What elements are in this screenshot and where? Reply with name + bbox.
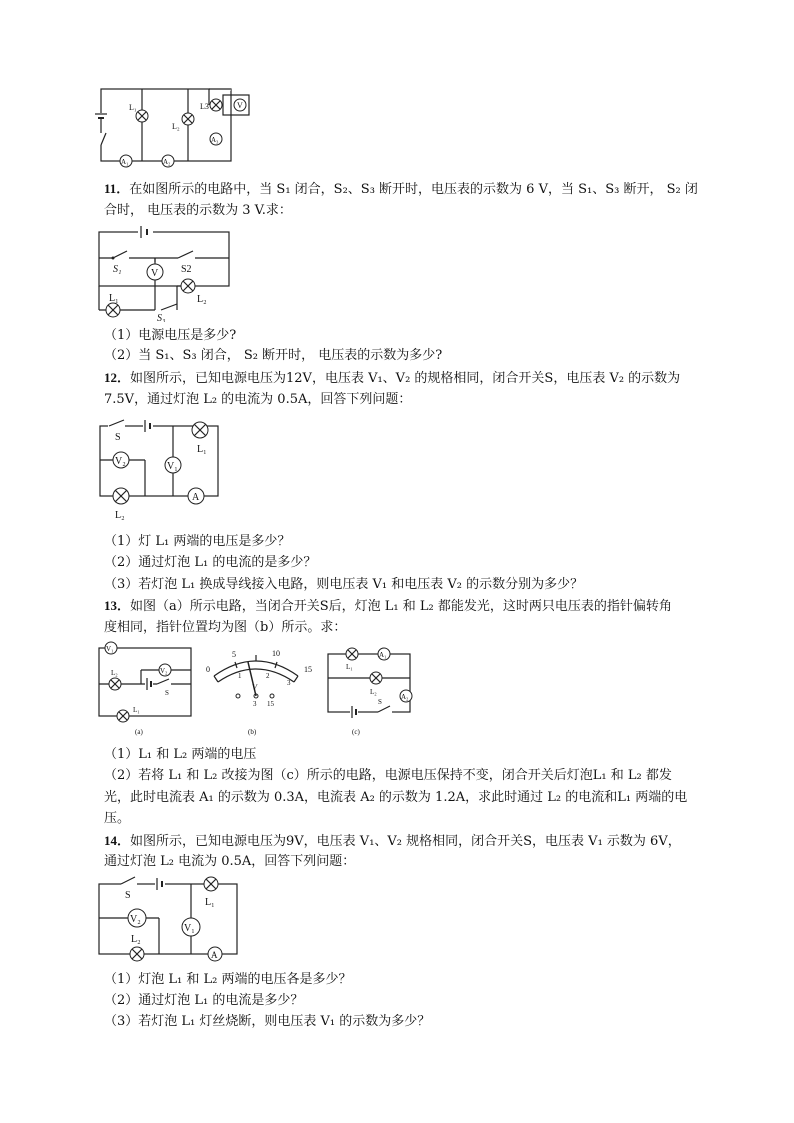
q12-stem-text1: 如图所示，已知电源电压为12V，电压表 V₁、V₂ 的规格相同，闭合开关S，电压表 V₂ 的示数为 <box>130 371 681 386</box>
q13-stem-line2: 度相同，指针位置均为图（b）所示。求： <box>104 620 347 635</box>
q13-stem-line1 <box>104 597 672 616</box>
q10-l2-label: L₂ <box>172 122 180 131</box>
q12-a-label: A <box>192 492 200 503</box>
q13b-caption: (b) <box>248 728 257 736</box>
q14-stem-line2: 通过灯泡 L₂ 电流为 0.5A，回答下列问题： <box>104 854 356 869</box>
q13c-caption: (c) <box>352 728 360 736</box>
q11-sub2: （2）当 S₁、S₃ 闭合， S₂ 断开时， 电压表的示数为多少? <box>104 348 443 363</box>
circuit-figure-q12 <box>93 418 228 528</box>
q14-s-label: S <box>125 890 131 901</box>
q12-sub3: （3）若灯泡 L₁ 换成导线接入电路，则电压表 V₁ 和电压表 V₂ 的示数分别为多少？ <box>104 577 584 592</box>
q12-l2-label: L₂ <box>115 510 125 521</box>
circuit-figure-q11 <box>93 222 238 322</box>
q13-sub1: （1）L₁ 和 L₂ 两端的电压 <box>104 747 257 762</box>
q13c-a2-label: A₂ <box>401 693 409 701</box>
q13-stem-text1: 如图（a）所示电路，当闭合开关S后，灯泡 L₁ 和 L₂ 都能发光，这时两只电压表的指针偏转角 <box>130 599 672 614</box>
q11-v-label: V <box>151 268 159 279</box>
q13b-scale-1: 1 <box>238 672 242 680</box>
q12-stem-line2: 7.5V，通过灯泡 L₂ 的电流为 0.5A，回答下列问题： <box>104 392 412 407</box>
q13b-terminal-3: 3 <box>253 700 257 708</box>
q12-stem-line1 <box>104 369 680 388</box>
q12-sub2: （2）通过灯泡 L₁ 的电流的是多少？ <box>104 555 317 570</box>
q11-stem-text1: 在如图所示的电路中，当 S₁ 闭合，S₂、S₃ 断开时，电压表的示数为 6 V，当 S₁、S₃ 断开， S₂ 闭 <box>129 182 698 197</box>
q13b-tick-10: 10 <box>272 649 280 658</box>
q14-l2-label: L₂ <box>131 934 141 945</box>
q13-number: 13． <box>104 598 131 613</box>
q10-a3-label: A₃ <box>211 136 219 144</box>
q14-sub3: （3）若灯泡 L₁ 灯丝烧断，则电压表 V₁ 的示数为多少？ <box>104 1014 431 1029</box>
q11-sub1: （1）电源电压是多少? <box>104 328 237 343</box>
q12-v1-label: V₁ <box>167 461 178 472</box>
q13a-l1-label: L₁ <box>133 706 140 714</box>
q11-s2-label: S2 <box>181 264 192 275</box>
q14-l1-label: L₁ <box>205 897 215 908</box>
q12-l1-label: L₁ <box>197 444 207 455</box>
q13b-tick-0: 0 <box>206 665 210 674</box>
q13-sub2-line2: 光，此时电流表 A₁ 的示数为 0.3A，电流表 A₂ 的示数为 1.2A，求此时通过 L₂ 的电流和L₁ 两端的电 <box>104 790 688 805</box>
q12-s-label: S <box>115 432 121 443</box>
circuit-figure-q13c <box>322 640 422 740</box>
q13a-v2-label: V₂ <box>160 667 168 675</box>
q12-sub1: （1）灯 L₁ 两端的电压是多少？ <box>104 534 291 549</box>
q11-l2-label: L₂ <box>197 294 207 305</box>
q11-l1-label: L₁ <box>109 293 119 304</box>
q13b-scale-2: 2 <box>266 672 270 680</box>
q13b-terminal-15: 15 <box>267 700 274 708</box>
q13b-v-label: V <box>252 683 257 692</box>
q13-sub2-line1: （2）若将 L₁ 和 L₂ 改接为图（c）所示的电路，电源电压保持不变，闭合开关后灯泡L₁ 和 L₂ 都发 <box>104 768 672 783</box>
q13c-a1-label: A₁ <box>379 651 387 659</box>
q12-number: 12． <box>104 370 131 385</box>
q13c-l1-label: L₁ <box>346 663 353 671</box>
q13a-caption: (a) <box>135 728 143 736</box>
q13b-tick-15: 15 <box>304 665 312 674</box>
q14-v2-label: V₂ <box>130 914 141 925</box>
circuit-figure-q14 <box>93 874 243 964</box>
q11-stem-line2: 合时， 电压表的示数为 3 V.求： <box>104 203 292 218</box>
q13b-tick-5: 5 <box>232 650 236 659</box>
q13a-s-label: S <box>165 689 169 697</box>
q10-a2-label: A₂ <box>163 158 171 166</box>
q10-a1-label: A₁ <box>121 158 129 166</box>
q14-stem-text1: 如图所示，已知电源电压为9V，电压表 V₁、V₂ 规格相同，闭合开关S，电压表 V₁ 示数为 6V， <box>130 834 681 849</box>
q13a-v1-label: V₁ <box>106 645 114 653</box>
circuit-figure-q13a <box>93 640 198 740</box>
q10-l3-label: L3 <box>200 102 209 111</box>
q14-v1-label: V₁ <box>184 923 195 934</box>
q11-number: 11． <box>104 181 130 196</box>
q14-number: 14． <box>104 833 131 848</box>
q11-stem-line1 <box>104 180 698 199</box>
q13b-scale-3: 3 <box>287 679 291 687</box>
q13a-l2-label: L₂ <box>111 669 118 677</box>
q11-s1-label: S₁ <box>113 264 122 275</box>
voltmeter-dial-q13b <box>200 640 322 740</box>
q12-v2-label: V₂ <box>115 456 126 467</box>
circuit-figure-q10 <box>95 85 255 170</box>
q11-s3-label: S₃ <box>157 313 166 322</box>
q14-a-label: A <box>211 950 218 960</box>
q13c-l2-label: L₂ <box>370 688 377 696</box>
q14-sub2: （2）通过灯泡 L₁ 的电流是多少？ <box>104 993 304 1008</box>
q13c-s-label: S <box>378 698 382 706</box>
q10-v-label: V <box>237 101 243 110</box>
q14-sub1: （1）灯泡 L₁ 和 L₂ 两端的电压各是多少？ <box>104 972 352 987</box>
q14-stem-line1 <box>104 832 681 851</box>
q13-sub2-line3: 压。 <box>104 811 131 826</box>
q10-l1-label: L₁ <box>129 103 137 112</box>
